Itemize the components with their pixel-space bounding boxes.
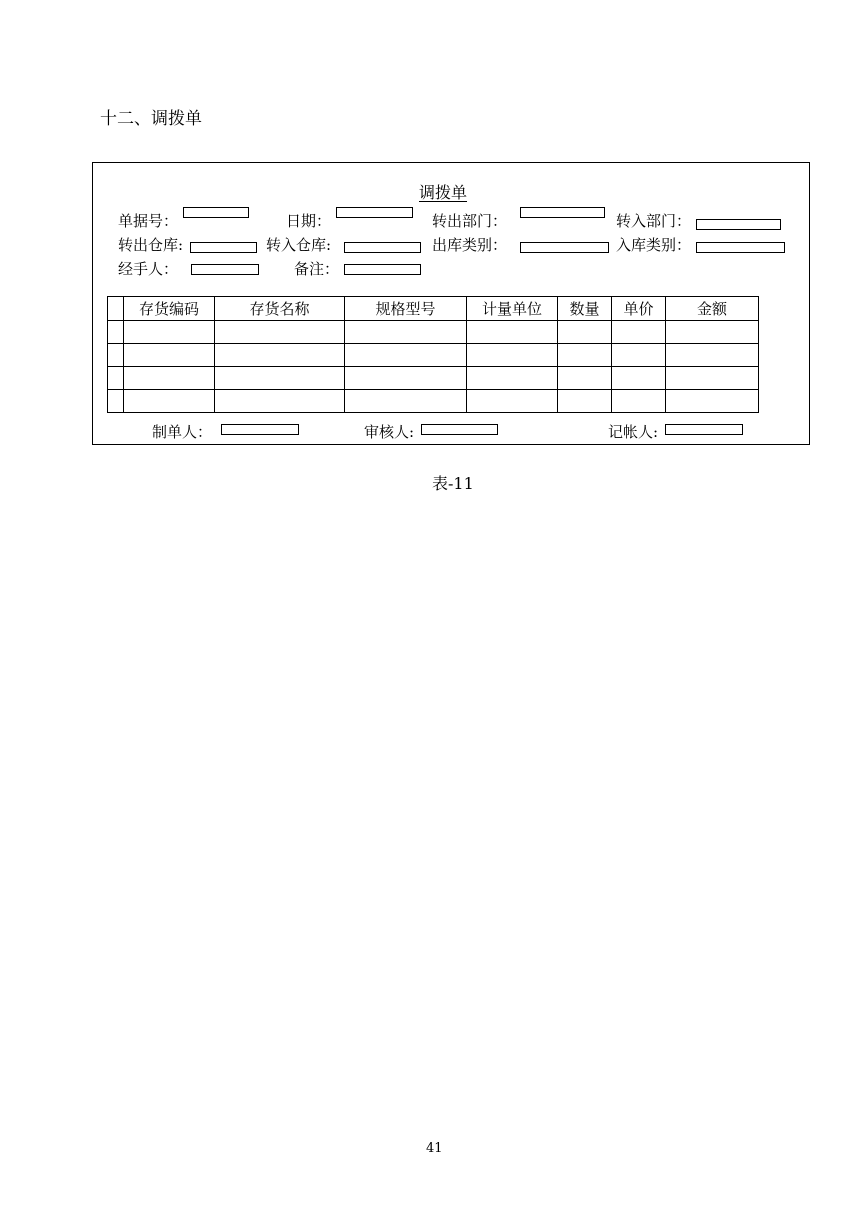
out-warehouse-field[interactable] [190, 242, 257, 253]
bookkeeper-field[interactable] [665, 424, 743, 435]
table-cell[interactable] [345, 321, 467, 344]
header-index [108, 297, 124, 321]
table-cell[interactable] [612, 390, 666, 413]
reviewer-field[interactable] [421, 424, 498, 435]
table-cell[interactable] [345, 390, 467, 413]
table-cell[interactable] [666, 321, 759, 344]
reviewer-label: 审核人: [364, 423, 415, 441]
in-dept-label: 转入部门： [616, 212, 692, 230]
remark-label: 备注： [294, 260, 340, 278]
maker-field[interactable] [221, 424, 299, 435]
table-cell[interactable] [612, 344, 666, 367]
header-item-name: 存货名称 [215, 297, 345, 321]
section-heading: 十二、调拨单 [100, 109, 202, 129]
table-cell[interactable] [345, 344, 467, 367]
form-title: 调拨单 [419, 183, 468, 202]
handler-label: 经手人： [118, 260, 179, 278]
table-cell[interactable] [467, 321, 558, 344]
out-type-field[interactable] [520, 242, 609, 253]
out-dept-field[interactable] [520, 207, 605, 218]
doc-no-label: 单据号： [118, 212, 179, 230]
table-cell[interactable] [215, 344, 345, 367]
table-row [108, 321, 759, 344]
header-amount: 金额 [666, 297, 759, 321]
header-quantity: 数量 [558, 297, 612, 321]
table-cell[interactable] [612, 367, 666, 390]
table-cell[interactable] [124, 367, 215, 390]
table-cell[interactable] [124, 344, 215, 367]
date-field[interactable] [336, 207, 413, 218]
table-caption: 表-11 [432, 474, 474, 493]
table-header-row [108, 297, 759, 321]
table-cell[interactable] [558, 321, 612, 344]
table-cell[interactable] [108, 344, 124, 367]
out-dept-label: 转出部门： [432, 212, 508, 230]
out-type-label: 出库类别： [432, 236, 508, 254]
out-warehouse-label: 转出仓库: [118, 236, 184, 254]
table-row [108, 367, 759, 390]
maker-label: 制单人： [152, 423, 213, 441]
remark-field[interactable] [344, 264, 421, 275]
header-item-code: 存货编码 [124, 297, 215, 321]
table-cell[interactable] [558, 390, 612, 413]
page-number: 41 [426, 1141, 443, 1156]
in-type-label: 入库类别： [616, 236, 692, 254]
table-cell[interactable] [124, 321, 215, 344]
doc-no-field[interactable] [183, 207, 249, 218]
in-type-field[interactable] [696, 242, 785, 253]
in-warehouse-field[interactable] [344, 242, 421, 253]
table-cell[interactable] [666, 390, 759, 413]
table-cell[interactable] [666, 344, 759, 367]
in-warehouse-label: 转入仓库: [266, 236, 332, 254]
date-label: 日期： [286, 212, 332, 230]
table-cell[interactable] [215, 390, 345, 413]
table-cell[interactable] [558, 367, 612, 390]
in-dept-field[interactable] [696, 219, 781, 230]
table-row [108, 390, 759, 413]
table-cell[interactable] [108, 321, 124, 344]
table-cell[interactable] [666, 367, 759, 390]
table-cell[interactable] [124, 390, 215, 413]
table-cell[interactable] [467, 390, 558, 413]
table-cell[interactable] [612, 321, 666, 344]
table-cell[interactable] [215, 367, 345, 390]
table-cell[interactable] [108, 367, 124, 390]
table-cell[interactable] [108, 390, 124, 413]
bookkeeper-label: 记帐人: [608, 423, 659, 441]
header-unit: 计量单位 [467, 297, 558, 321]
table-cell[interactable] [467, 367, 558, 390]
table-cell[interactable] [558, 344, 612, 367]
handler-field[interactable] [191, 264, 259, 275]
header-unit-price: 单价 [612, 297, 666, 321]
header-spec: 规格型号 [345, 297, 467, 321]
table-cell[interactable] [215, 321, 345, 344]
inventory-table [107, 296, 759, 413]
table-cell[interactable] [345, 367, 467, 390]
table-row [108, 344, 759, 367]
table-cell[interactable] [467, 344, 558, 367]
